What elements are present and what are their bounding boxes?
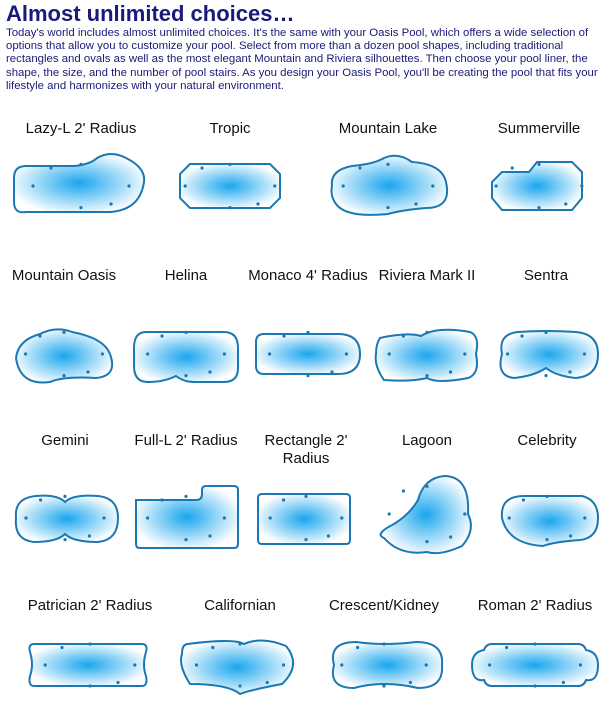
marker-dot — [63, 538, 66, 541]
marker-dot — [345, 352, 348, 355]
marker-dot — [537, 163, 540, 166]
pool-diagram-roman — [464, 630, 606, 700]
marker-dot — [382, 684, 385, 687]
marker-dot — [268, 352, 271, 355]
marker-dot — [304, 538, 307, 541]
marker-dot — [327, 534, 330, 537]
pool-name-label: Mountain Oasis — [11, 267, 117, 284]
marker-dot — [44, 663, 47, 666]
marker-dot — [228, 163, 231, 166]
marker-dot — [580, 184, 583, 187]
marker-dot — [256, 202, 259, 205]
pool-shape-sentra — [486, 267, 606, 390]
marker-dot — [282, 334, 285, 337]
pool-name-label: Full-L 2' Radius — [134, 432, 238, 449]
marker-dot — [425, 540, 428, 543]
pool-outline — [502, 496, 598, 546]
marker-dot — [195, 663, 198, 666]
pool-diagram-crescent-kidney — [318, 630, 450, 700]
marker-dot — [562, 681, 565, 684]
marker-dot — [330, 370, 333, 373]
pool-diagram-full-l — [126, 482, 246, 554]
pool-diagram-sentra — [486, 318, 606, 390]
marker-dot — [544, 331, 547, 334]
marker-dot — [386, 206, 389, 209]
marker-dot — [24, 352, 27, 355]
marker-dot — [49, 166, 52, 169]
marker-dot — [488, 663, 491, 666]
pool-outline — [376, 330, 477, 381]
marker-dot — [340, 516, 343, 519]
marker-dot — [101, 352, 104, 355]
marker-dot — [564, 202, 567, 205]
marker-dot — [184, 538, 187, 541]
marker-dot — [506, 352, 509, 355]
pool-shape-patrician — [20, 597, 160, 700]
pool-outline — [258, 494, 350, 544]
marker-dot — [533, 684, 536, 687]
pool-diagram-monaco — [248, 318, 368, 390]
pool-name-label: Riviera Mark II — [378, 267, 476, 284]
marker-dot — [402, 334, 405, 337]
marker-dot — [184, 331, 187, 334]
pool-diagram-riviera — [368, 318, 486, 390]
marker-dot — [569, 534, 572, 537]
marker-dot — [568, 370, 571, 373]
pool-name-label: Lagoon — [401, 432, 453, 449]
marker-dot — [184, 184, 187, 187]
marker-dot — [266, 681, 269, 684]
marker-dot — [382, 642, 385, 645]
marker-dot — [425, 331, 428, 334]
marker-dot — [386, 163, 389, 166]
marker-dot — [146, 516, 149, 519]
marker-dot — [24, 516, 27, 519]
marker-dot — [520, 334, 523, 337]
pool-name-label: Roman 2' Radius — [477, 597, 593, 614]
marker-dot — [340, 663, 343, 666]
marker-dot — [62, 331, 65, 334]
marker-dot — [356, 646, 359, 649]
pool-outline — [14, 154, 144, 212]
marker-dot — [223, 352, 226, 355]
marker-dot — [533, 642, 536, 645]
pool-shape-rectangle — [250, 432, 362, 554]
pool-shape-gemini — [4, 432, 126, 554]
pool-name-label: Californian — [204, 597, 276, 614]
marker-dot — [414, 202, 417, 205]
pool-diagram-mountain-lake — [318, 150, 458, 222]
marker-dot — [544, 374, 547, 377]
pool-diagram-gemini — [4, 482, 126, 554]
marker-dot — [495, 184, 498, 187]
pool-shape-crescent-kidney — [318, 597, 450, 700]
pool-name-label: Crescent/Kidney — [328, 597, 440, 614]
pool-outline — [181, 640, 293, 694]
intro-paragraph: Today's world includes almost unlimited choices. It's the same with your Oasis Pool, which offers a wide selection of options that allow you to customize your pool. Select from more than a dozen pool shapes, including traditional rectangles and ovals as well as the most elegant Mountain and Riviera silhouettes. Then choose your pool liner, the shape, the size, and the number of pool stairs. As you design your Oasis Pool, you'll be creating the pool that fits your lifestyle and harmonizes with your natural environment. — [6, 27, 598, 92]
pool-shape-celebrity — [488, 432, 606, 554]
marker-dot — [116, 681, 119, 684]
pool-shape-helina — [126, 267, 246, 390]
pool-diagram-tropic — [160, 150, 300, 222]
marker-dot — [88, 684, 91, 687]
pool-name-label: Mountain Lake — [338, 120, 438, 137]
marker-dot — [88, 534, 91, 537]
marker-dot — [425, 485, 428, 488]
marker-dot — [228, 206, 231, 209]
pool-name-label: Summerville — [497, 120, 581, 137]
marker-dot — [449, 535, 452, 538]
marker-dot — [208, 534, 211, 537]
pool-outline — [30, 644, 147, 686]
marker-dot — [79, 206, 82, 209]
pool-shape-full-l — [126, 432, 246, 554]
pool-shape-mountain-oasis — [4, 267, 124, 390]
pool-diagram-rectangle — [250, 482, 362, 554]
marker-dot — [160, 334, 163, 337]
marker-dot — [358, 166, 361, 169]
marker-dot — [39, 498, 42, 501]
pool-shape-summerville — [472, 120, 606, 222]
pool-shape-tropic — [160, 120, 300, 222]
pool-diagram-patrician — [20, 630, 160, 700]
marker-dot — [88, 642, 91, 645]
pool-name-label: Tropic — [209, 120, 251, 137]
marker-dot — [463, 512, 466, 515]
marker-dot — [86, 370, 89, 373]
pool-shape-riviera — [368, 267, 486, 390]
pool-diagram-lagoon — [368, 468, 486, 560]
pool-shape-roman — [464, 597, 606, 700]
marker-dot — [425, 374, 428, 377]
marker-dot — [545, 538, 548, 541]
pool-diagram-celebrity — [488, 482, 606, 554]
marker-dot — [402, 489, 405, 492]
page-title: Almost unlimited choices… — [6, 1, 295, 26]
marker-dot — [431, 184, 434, 187]
marker-dot — [545, 495, 548, 498]
marker-dot — [388, 512, 391, 515]
pool-diagram-lazy-l — [6, 150, 156, 222]
pool-name-label: Monaco 4' Radius — [248, 267, 368, 284]
pool-shape-lagoon — [368, 432, 486, 560]
pool-shape-californian — [172, 597, 308, 700]
pool-shape-mountain-lake — [318, 120, 458, 222]
marker-dot — [238, 642, 241, 645]
pool-name-label: Gemini — [41, 432, 89, 449]
marker-dot — [583, 352, 586, 355]
marker-dot — [304, 495, 307, 498]
marker-dot — [184, 495, 187, 498]
pool-diagram-summerville — [472, 150, 606, 222]
marker-dot — [133, 663, 136, 666]
pool-shape-lazy-l — [6, 120, 156, 222]
marker-dot — [537, 206, 540, 209]
pool-shape-monaco — [248, 267, 368, 390]
pool-name-label: Rectangle 2' Radius — [264, 432, 348, 467]
marker-dot — [306, 374, 309, 377]
marker-dot — [102, 516, 105, 519]
marker-dot — [63, 495, 66, 498]
marker-dot — [306, 331, 309, 334]
marker-dot — [342, 184, 345, 187]
marker-dot — [238, 684, 241, 687]
pool-outline — [492, 162, 582, 210]
marker-dot — [184, 374, 187, 377]
marker-dot — [200, 166, 203, 169]
pool-outline — [256, 334, 360, 374]
marker-dot — [62, 374, 65, 377]
marker-dot — [505, 646, 508, 649]
marker-dot — [223, 516, 226, 519]
marker-dot — [127, 184, 130, 187]
pool-diagram-helina — [126, 318, 246, 390]
marker-dot — [31, 184, 34, 187]
pool-name-label: Sentra — [523, 267, 569, 284]
pool-diagram-californian — [172, 630, 308, 700]
marker-dot — [522, 498, 525, 501]
marker-dot — [449, 370, 452, 373]
marker-dot — [160, 498, 163, 501]
pool-name-label: Lazy-L 2' Radius — [25, 120, 137, 137]
marker-dot — [579, 663, 582, 666]
marker-dot — [282, 663, 285, 666]
marker-dot — [208, 370, 211, 373]
marker-dot — [463, 352, 466, 355]
marker-dot — [211, 646, 214, 649]
marker-dot — [146, 352, 149, 355]
marker-dot — [409, 681, 412, 684]
marker-dot — [583, 516, 586, 519]
marker-dot — [273, 184, 276, 187]
marker-dot — [269, 516, 272, 519]
marker-dot — [282, 498, 285, 501]
marker-dot — [109, 202, 112, 205]
marker-dot — [388, 352, 391, 355]
marker-dot — [38, 334, 41, 337]
marker-dot — [79, 163, 82, 166]
pool-name-label: Helina — [164, 267, 208, 284]
pool-outline — [180, 164, 280, 208]
marker-dot — [511, 166, 514, 169]
pool-diagram-mountain-oasis — [4, 318, 124, 390]
marker-dot — [508, 516, 511, 519]
pool-name-label: Celebrity — [517, 432, 577, 449]
marker-dot — [425, 663, 428, 666]
pool-name-label: Patrician 2' Radius — [27, 597, 153, 614]
marker-dot — [60, 646, 63, 649]
